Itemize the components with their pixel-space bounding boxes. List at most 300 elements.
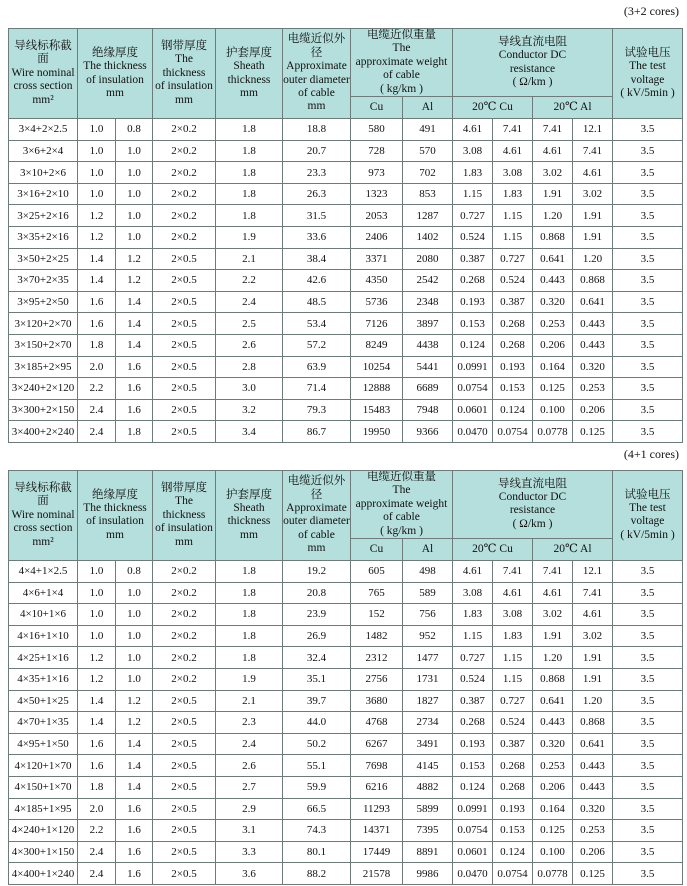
table-cell: 4882 bbox=[403, 776, 453, 798]
table-cell: 1.0 bbox=[116, 140, 153, 162]
table-cell: 3.5 bbox=[613, 668, 683, 690]
table-cell: 20.8 bbox=[283, 582, 351, 604]
subheader-weight-al: Al bbox=[403, 97, 453, 119]
table-cell: 0.100 bbox=[533, 841, 573, 863]
table-cell: 1.2 bbox=[78, 205, 116, 227]
header-steel-tape-thickness: 钢带厚度 The thickness of insulation mm bbox=[153, 470, 216, 560]
table-row bbox=[9, 291, 683, 313]
table-cell: 1.91 bbox=[533, 625, 573, 647]
table-cell: 0.443 bbox=[533, 270, 573, 292]
table-cell: 0.0601 bbox=[453, 399, 493, 421]
table-cell: 1.0 bbox=[116, 582, 153, 604]
table-cell: 3371 bbox=[351, 248, 403, 270]
table-cell: 2×0.2 bbox=[153, 227, 216, 249]
table-cell: 3×120+2×70 bbox=[9, 313, 78, 335]
table-cell: 3×185+2×95 bbox=[9, 356, 78, 378]
table-cell: 1.0 bbox=[116, 604, 153, 626]
table-cell: 1.91 bbox=[573, 647, 613, 669]
table-cell: 1.0 bbox=[78, 183, 116, 205]
table-cell: 0.124 bbox=[453, 776, 493, 798]
table-cell: 0.387 bbox=[453, 690, 493, 712]
table-cell: 3×300+2×150 bbox=[9, 399, 78, 421]
table-cell: 4×400+1×240 bbox=[9, 863, 78, 885]
table-cell: 3.08 bbox=[453, 582, 493, 604]
table-cell: 2×0.5 bbox=[153, 798, 216, 820]
table-cell: 31.5 bbox=[283, 205, 351, 227]
table-cell: 1731 bbox=[403, 668, 453, 690]
table-cell: 1477 bbox=[403, 647, 453, 669]
table-row bbox=[9, 863, 683, 885]
table-cell: 4.61 bbox=[453, 560, 493, 582]
table-cell: 1.6 bbox=[78, 755, 116, 777]
table-cell: 1482 bbox=[351, 625, 403, 647]
table-cell: 2756 bbox=[351, 668, 403, 690]
table-cell: 0.124 bbox=[493, 399, 533, 421]
table-cell: 2.6 bbox=[216, 755, 283, 777]
table-cell: 1.91 bbox=[573, 227, 613, 249]
subheader-resistance-cu-20c: 20℃ Cu bbox=[453, 97, 533, 119]
table-cell: 2×0.5 bbox=[153, 776, 216, 798]
header-outer-diameter: 电缆近似外径 Approximate outer diameter of cable mm bbox=[283, 29, 351, 119]
table-cell: 2.2 bbox=[216, 270, 283, 292]
table-row bbox=[9, 378, 683, 400]
header-cross-section: 导线标称截面 Wire nominal cross section mm² bbox=[9, 29, 78, 119]
table-cell: 18.8 bbox=[283, 119, 351, 141]
table-cell: 1402 bbox=[403, 227, 453, 249]
table-cell: 702 bbox=[403, 162, 453, 184]
table-cell: 4×300+1×150 bbox=[9, 841, 78, 863]
table-cell: 2×0.2 bbox=[153, 604, 216, 626]
table-row bbox=[9, 560, 683, 582]
table-cell: 1.20 bbox=[533, 205, 573, 227]
table-cell: 973 bbox=[351, 162, 403, 184]
header-approx-weight: 电缆近似重量 The approximate weight of cable ( kg/km ) bbox=[351, 470, 453, 538]
table-cell: 3.0 bbox=[216, 378, 283, 400]
table-cell: 0.727 bbox=[453, 205, 493, 227]
table-cell: 3.5 bbox=[613, 334, 683, 356]
header-main-row bbox=[9, 470, 683, 538]
table-cell: 4×10+1×6 bbox=[9, 604, 78, 626]
table-cell: 3.02 bbox=[573, 625, 613, 647]
table-cell: 0.253 bbox=[573, 378, 613, 400]
table-cell: 1.20 bbox=[573, 248, 613, 270]
table-cell: 12.1 bbox=[573, 560, 613, 582]
table-cell: 0.8 bbox=[116, 560, 153, 582]
table-cell: 3×95+2×50 bbox=[9, 291, 78, 313]
table-cell: 756 bbox=[403, 604, 453, 626]
header-test-voltage: 试验电压 The test voltage ( kV/5min ) bbox=[613, 29, 683, 119]
table-cell: 20.7 bbox=[283, 140, 351, 162]
table-cell: 0.320 bbox=[533, 733, 573, 755]
table-cell: 3.5 bbox=[613, 205, 683, 227]
table-cell: 23.3 bbox=[283, 162, 351, 184]
table-cell: 57.2 bbox=[283, 334, 351, 356]
table-cell: 0.193 bbox=[453, 291, 493, 313]
table-cell: 0.0778 bbox=[533, 421, 573, 443]
table-cell: 3×6+2×4 bbox=[9, 140, 78, 162]
table-cell: 2.5 bbox=[216, 313, 283, 335]
table-cell: 0.125 bbox=[533, 820, 573, 842]
table-row bbox=[9, 421, 683, 443]
table-cell: 19.2 bbox=[283, 560, 351, 582]
table-cell: 0.641 bbox=[533, 248, 573, 270]
table-cell: 74.3 bbox=[283, 820, 351, 842]
table-cell: 0.641 bbox=[573, 733, 613, 755]
table-cell: 88.2 bbox=[283, 863, 351, 885]
table-cell: 0.124 bbox=[493, 841, 533, 863]
table-cell: 3.02 bbox=[533, 162, 573, 184]
table-cell: 0.268 bbox=[453, 270, 493, 292]
table-cell: 1.6 bbox=[116, 399, 153, 421]
table-cell: 2×0.5 bbox=[153, 313, 216, 335]
header-approx-weight: 电缆近似重量 The approximate weight of cable ( kg/km ) bbox=[351, 29, 453, 97]
table-cell: 2×0.5 bbox=[153, 733, 216, 755]
table-cell: 2×0.5 bbox=[153, 270, 216, 292]
table-cell: 7.41 bbox=[533, 119, 573, 141]
table-cell: 1.0 bbox=[78, 560, 116, 582]
table-cell: 3.5 bbox=[613, 582, 683, 604]
table-cell: 1827 bbox=[403, 690, 453, 712]
cable-spec-table-4plus1 bbox=[8, 470, 683, 885]
table-cell: 1.6 bbox=[116, 378, 153, 400]
table-cell: 3.08 bbox=[453, 140, 493, 162]
table-cell: 0.443 bbox=[573, 313, 613, 335]
table-cell: 3.5 bbox=[613, 119, 683, 141]
table-row bbox=[9, 248, 683, 270]
table-cell: 0.206 bbox=[573, 399, 613, 421]
table-cell: 0.868 bbox=[533, 227, 573, 249]
table-cell: 7126 bbox=[351, 313, 403, 335]
table-cell: 1.0 bbox=[78, 119, 116, 141]
table-cell: 0.124 bbox=[453, 334, 493, 356]
table-cell: 0.443 bbox=[573, 755, 613, 777]
table-cell: 0.253 bbox=[573, 820, 613, 842]
table-cell: 2542 bbox=[403, 270, 453, 292]
table-cell: 3.5 bbox=[613, 248, 683, 270]
table-cell: 7395 bbox=[403, 820, 453, 842]
table-cell: 5736 bbox=[351, 291, 403, 313]
table-cell: 35.1 bbox=[283, 668, 351, 690]
table-cell: 3.2 bbox=[216, 399, 283, 421]
table-row bbox=[9, 647, 683, 669]
table-cell: 2734 bbox=[403, 712, 453, 734]
table-row bbox=[9, 712, 683, 734]
table-cell: 7.41 bbox=[573, 582, 613, 604]
table-cell: 2×0.2 bbox=[153, 119, 216, 141]
table-cell: 3.08 bbox=[493, 604, 533, 626]
header-insulation-thickness: 绝缘厚度 The thickness of insulation mm bbox=[78, 470, 153, 560]
table-cell: 0.524 bbox=[493, 270, 533, 292]
table-row bbox=[9, 798, 683, 820]
table-cell: 7.41 bbox=[533, 560, 573, 582]
table-row bbox=[9, 733, 683, 755]
table-cell: 0.868 bbox=[533, 668, 573, 690]
table-cell: 38.4 bbox=[283, 248, 351, 270]
table-cell: 3.02 bbox=[533, 604, 573, 626]
table-cell: 8891 bbox=[403, 841, 453, 863]
table-cell: 1.0 bbox=[78, 604, 116, 626]
table-cell: 3.5 bbox=[613, 560, 683, 582]
table-row bbox=[9, 205, 683, 227]
table-cell: 1.91 bbox=[533, 183, 573, 205]
table-cell: 80.1 bbox=[283, 841, 351, 863]
table-cell: 4768 bbox=[351, 712, 403, 734]
table-cell: 2.4 bbox=[78, 399, 116, 421]
table-cell: 2.1 bbox=[216, 690, 283, 712]
table-cell: 4.61 bbox=[453, 119, 493, 141]
table-cell: 1.2 bbox=[78, 668, 116, 690]
table-cell: 7.41 bbox=[493, 560, 533, 582]
table-cell: 4.61 bbox=[533, 140, 573, 162]
table1-header bbox=[9, 29, 683, 119]
table-cell: 3.5 bbox=[613, 356, 683, 378]
table-cell: 4.61 bbox=[493, 582, 533, 604]
table-cell: 1.8 bbox=[78, 776, 116, 798]
table-cell: 86.7 bbox=[283, 421, 351, 443]
table-cell: 3.5 bbox=[613, 183, 683, 205]
table-cell: 66.5 bbox=[283, 798, 351, 820]
table-cell: 1.8 bbox=[216, 647, 283, 669]
table-cell: 2.4 bbox=[216, 291, 283, 313]
header-sheath-thickness: 护套厚度 Sheath thickness mm bbox=[216, 29, 283, 119]
table-cell: 3.6 bbox=[216, 863, 283, 885]
table-cell: 0.253 bbox=[533, 755, 573, 777]
table-cell: 2.9 bbox=[216, 798, 283, 820]
table-cell: 5899 bbox=[403, 798, 453, 820]
table-cell: 0.524 bbox=[453, 227, 493, 249]
table-cell: 7.41 bbox=[493, 119, 533, 141]
table-row bbox=[9, 119, 683, 141]
table-cell: 3×25+2×16 bbox=[9, 205, 78, 227]
table-cell: 2×0.2 bbox=[153, 625, 216, 647]
table-cell: 0.641 bbox=[533, 690, 573, 712]
table-cell: 1.0 bbox=[116, 183, 153, 205]
cable-spec-table-3plus2 bbox=[8, 28, 683, 443]
table-cell: 491 bbox=[403, 119, 453, 141]
table-cell: 1287 bbox=[403, 205, 453, 227]
table-cell: 59.9 bbox=[283, 776, 351, 798]
table-cell: 1.0 bbox=[116, 227, 153, 249]
table-cell: 2×0.2 bbox=[153, 205, 216, 227]
table-cell: 8249 bbox=[351, 334, 403, 356]
table-cell: 3×70+2×35 bbox=[9, 270, 78, 292]
table-cell: 15483 bbox=[351, 399, 403, 421]
table-cell: 3897 bbox=[403, 313, 453, 335]
table-cell: 1.15 bbox=[493, 647, 533, 669]
table-cell: 2×0.2 bbox=[153, 140, 216, 162]
table-cell: 0.443 bbox=[573, 334, 613, 356]
table-cell: 3.4 bbox=[216, 421, 283, 443]
table-cell: 10254 bbox=[351, 356, 403, 378]
table-cell: 4×4+1×2.5 bbox=[9, 560, 78, 582]
table-cell: 4×16+1×10 bbox=[9, 625, 78, 647]
table-cell: 1.0 bbox=[116, 162, 153, 184]
table-cell: 2×0.5 bbox=[153, 248, 216, 270]
table-cell: 2.7 bbox=[216, 776, 283, 798]
table-cell: 0.125 bbox=[533, 378, 573, 400]
table-cell: 0.0754 bbox=[453, 820, 493, 842]
table-cell: 0.727 bbox=[493, 248, 533, 270]
table-cell: 50.2 bbox=[283, 733, 351, 755]
table-cell: 3.5 bbox=[613, 313, 683, 335]
table-cell: 2×0.2 bbox=[153, 183, 216, 205]
table-cell: 2.8 bbox=[216, 356, 283, 378]
subheader-weight-cu: Cu bbox=[351, 538, 403, 560]
table-cell: 39.7 bbox=[283, 690, 351, 712]
table-row bbox=[9, 625, 683, 647]
table-cell: 1.4 bbox=[116, 755, 153, 777]
table-cell: 48.5 bbox=[283, 291, 351, 313]
table-cell: 3.5 bbox=[613, 227, 683, 249]
table-cell: 589 bbox=[403, 582, 453, 604]
table-cell: 1.2 bbox=[116, 690, 153, 712]
table-cell: 2×0.2 bbox=[153, 560, 216, 582]
table-row bbox=[9, 582, 683, 604]
table-cell: 1.8 bbox=[116, 421, 153, 443]
table-cell: 1.2 bbox=[78, 227, 116, 249]
table-cell: 1.15 bbox=[493, 227, 533, 249]
table-cell: 0.153 bbox=[493, 378, 533, 400]
table-cell: 498 bbox=[403, 560, 453, 582]
table-cell: 0.268 bbox=[493, 313, 533, 335]
table-cell: 728 bbox=[351, 140, 403, 162]
table-cell: 2406 bbox=[351, 227, 403, 249]
table-cell: 1.8 bbox=[216, 162, 283, 184]
table-cell: 2×0.5 bbox=[153, 291, 216, 313]
table-row bbox=[9, 356, 683, 378]
table-cell: 1.91 bbox=[573, 668, 613, 690]
table-cell: 1.8 bbox=[216, 205, 283, 227]
table-cell: 0.320 bbox=[573, 798, 613, 820]
table-cell: 2×0.2 bbox=[153, 668, 216, 690]
table-cell: 4×185+1×95 bbox=[9, 798, 78, 820]
table-cell: 0.0601 bbox=[453, 841, 493, 863]
table-cell: 0.268 bbox=[493, 334, 533, 356]
table-row bbox=[9, 668, 683, 690]
table-cell: 1.20 bbox=[573, 690, 613, 712]
table-row bbox=[9, 841, 683, 863]
table-cell: 1.4 bbox=[116, 776, 153, 798]
table-cell: 1.0 bbox=[116, 647, 153, 669]
table-cell: 0.164 bbox=[533, 798, 573, 820]
table-cell: 1.4 bbox=[116, 334, 153, 356]
table-cell: 1.6 bbox=[78, 291, 116, 313]
table-cell: 2080 bbox=[403, 248, 453, 270]
table-cell: 53.4 bbox=[283, 313, 351, 335]
table-cell: 2×0.5 bbox=[153, 841, 216, 863]
table-cell: 2.4 bbox=[216, 733, 283, 755]
subheader-resistance-cu-20c: 20℃ Cu bbox=[453, 538, 533, 560]
table-cell: 1.20 bbox=[533, 647, 573, 669]
table-cell: 17449 bbox=[351, 841, 403, 863]
table-cell: 0.868 bbox=[573, 712, 613, 734]
table-cell: 1.15 bbox=[453, 183, 493, 205]
table1-cores-label: (3+2 cores) bbox=[623, 4, 679, 18]
table-cell: 12.1 bbox=[573, 119, 613, 141]
table-cell: 765 bbox=[351, 582, 403, 604]
table-cell: 2×0.2 bbox=[153, 582, 216, 604]
table-cell: 2.4 bbox=[78, 421, 116, 443]
table-cell: 4×95+1×50 bbox=[9, 733, 78, 755]
table-row bbox=[9, 140, 683, 162]
subheader-weight-cu: Cu bbox=[351, 97, 403, 119]
table-cell: 2×0.5 bbox=[153, 399, 216, 421]
table-cell: 2×0.5 bbox=[153, 378, 216, 400]
table-cell: 2348 bbox=[403, 291, 453, 313]
table-cell: 7948 bbox=[403, 399, 453, 421]
table-cell: 0.206 bbox=[533, 334, 573, 356]
table-cell: 1.91 bbox=[573, 205, 613, 227]
header-outer-diameter: 电缆近似外径 Approximate outer diameter of cable mm bbox=[283, 470, 351, 560]
table-cell: 1.83 bbox=[493, 183, 533, 205]
table-cell: 9986 bbox=[403, 863, 453, 885]
table-cell: 1.6 bbox=[116, 798, 153, 820]
table-cell: 4×120+1×70 bbox=[9, 755, 78, 777]
table-cell: 1.8 bbox=[78, 334, 116, 356]
table-cell: 3.5 bbox=[613, 604, 683, 626]
table-cell: 0.268 bbox=[493, 776, 533, 798]
table-cell: 2×0.5 bbox=[153, 863, 216, 885]
table-row bbox=[9, 313, 683, 335]
table-cell: 4×35+1×16 bbox=[9, 668, 78, 690]
table-cell: 0.0754 bbox=[493, 421, 533, 443]
table-cell: 1.8 bbox=[216, 582, 283, 604]
table-row bbox=[9, 690, 683, 712]
table-cell: 2.2 bbox=[78, 820, 116, 842]
table-cell: 0.253 bbox=[533, 313, 573, 335]
table-cell: 0.320 bbox=[573, 356, 613, 378]
table-cell: 3491 bbox=[403, 733, 453, 755]
table-cell: 2.0 bbox=[78, 356, 116, 378]
table-cell: 2×0.5 bbox=[153, 755, 216, 777]
table2-header bbox=[9, 470, 683, 560]
table-cell: 4×25+1×16 bbox=[9, 647, 78, 669]
table-cell: 0.164 bbox=[533, 356, 573, 378]
table-cell: 1.15 bbox=[493, 205, 533, 227]
table-row bbox=[9, 227, 683, 249]
table2-cores-label: (4+1 cores) bbox=[623, 446, 679, 461]
table-cell: 11293 bbox=[351, 798, 403, 820]
table-cell: 0.524 bbox=[453, 668, 493, 690]
table-cell: 4438 bbox=[403, 334, 453, 356]
table-cell: 0.0470 bbox=[453, 863, 493, 885]
table-cell: 0.387 bbox=[493, 733, 533, 755]
table-cell: 6689 bbox=[403, 378, 453, 400]
table-cell: 19950 bbox=[351, 421, 403, 443]
table-cell: 1.6 bbox=[78, 733, 116, 755]
table-cell: 2×0.5 bbox=[153, 334, 216, 356]
table-cell: 0.0778 bbox=[533, 863, 573, 885]
table-cell: 2.4 bbox=[78, 863, 116, 885]
table-cell: 1.6 bbox=[116, 841, 153, 863]
table-row bbox=[9, 776, 683, 798]
table-cell: 1.0 bbox=[78, 162, 116, 184]
table-cell: 1.15 bbox=[453, 625, 493, 647]
table-cell: 0.0991 bbox=[453, 356, 493, 378]
table-cell: 4×50+1×25 bbox=[9, 690, 78, 712]
table-cell: 1.6 bbox=[116, 820, 153, 842]
table-cell: 1.4 bbox=[78, 712, 116, 734]
header-dc-resistance: 导线直流电阻 Conductor DC resistance ( Ω/km ) bbox=[453, 29, 613, 97]
table2-body bbox=[9, 560, 683, 884]
table-cell: 1.6 bbox=[78, 313, 116, 335]
table-cell: 33.6 bbox=[283, 227, 351, 249]
table-cell: 1.15 bbox=[493, 668, 533, 690]
table-cell: 3680 bbox=[351, 690, 403, 712]
table-cell: 952 bbox=[403, 625, 453, 647]
table-cell: 1.4 bbox=[116, 291, 153, 313]
table-cell: 1.8 bbox=[216, 604, 283, 626]
